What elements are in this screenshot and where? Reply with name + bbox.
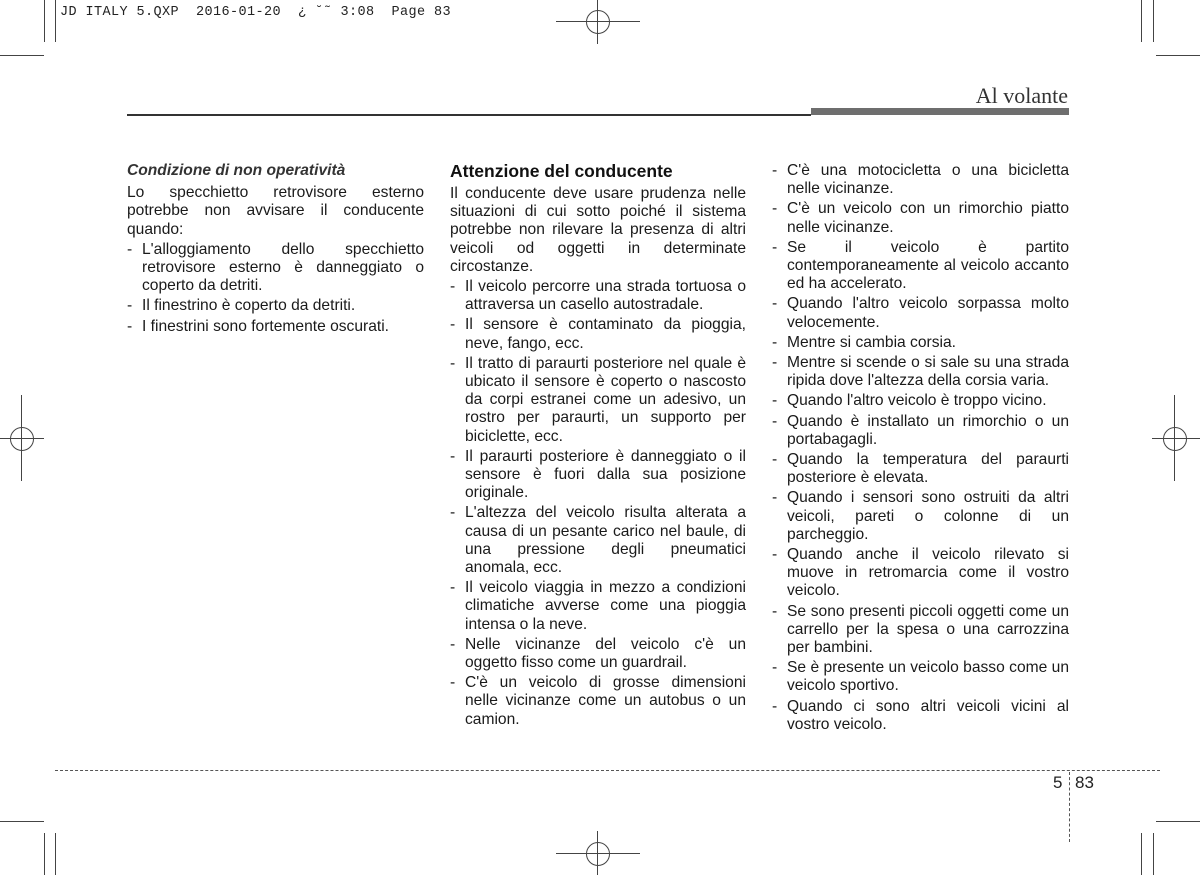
registration-mark-crosshair [597, 0, 598, 44]
registration-mark [586, 842, 610, 866]
list-item: - Se sono presenti piccoli oggetti come un carrello per la spesa o una carrozzina per bambini. [772, 603, 1069, 658]
list-item: - Il tratto di paraurti posteriore nel quale è ubicato il sensore è coperto o nascosto da corpi estranei come un adesivo, un rostro per paraurti, un supporto per biciclette, ecc. [450, 355, 746, 446]
registration-mark-crosshair [556, 21, 640, 22]
registration-mark [586, 10, 610, 34]
footer-rule [55, 770, 1160, 771]
list-item: - Quando anche il veicolo rilevato si muove in retromarcia come il vostro veicolo. [772, 546, 1069, 601]
bullet-list [772, 162, 1069, 734]
section-number: 5 [1053, 773, 1063, 792]
registration-mark-crosshair [21, 395, 22, 481]
registration-mark-crosshair [1152, 438, 1200, 439]
list-item: - Il veicolo viaggia in mezzo a condizioni climatiche avverse come una pioggia intensa o la neve. [450, 579, 746, 634]
list-item: - Nelle vicinanze del veicolo c'è un oggetto fisso come un guardrail. [450, 636, 746, 672]
list-item: - Quando l'altro veicolo sorpassa molto velocemente. [772, 295, 1069, 331]
registration-mark-crosshair [1174, 395, 1175, 481]
list-item: - Mentre si scende o si sale su una strada ripida dove l'altezza della corsia varia. [772, 354, 1069, 390]
list-item: - C'è un veicolo con un rimorchio piatto nelle vicinanze. [772, 200, 1069, 236]
chapter-title: Al volante [975, 83, 1068, 108]
list-item: - Quando ci sono altri veicoli vicini al vostro veicolo. [772, 698, 1069, 734]
list-item: - Il sensore è contaminato da pioggia, neve, fango, ecc. [450, 316, 746, 352]
intro-paragraph: Il conducente deve usare prudenza nelle situazioni di cui sotto poiché il sistema potrebbe non rilevare la presenza di altri veicoli od oggetti in determinate circostanze. [450, 185, 746, 275]
crop-mark [55, 0, 56, 42]
column-middle [450, 162, 746, 731]
list-item: - Quando l'altro veicolo è troppo vicino. [772, 392, 1069, 410]
registration-mark-crosshair [556, 853, 640, 854]
crop-mark [44, 833, 45, 875]
print-slug: JD ITALY 5.QXP 2016-01-20 ¿ ˘˜ 3:08 Page 83 [60, 5, 452, 20]
registration-mark [1163, 427, 1187, 451]
crop-mark [1141, 833, 1142, 875]
list-item: - Quando i sensori sono ostruiti da altri veicoli, pareti o colonne di un parcheggio. [772, 489, 1069, 544]
crop-mark [1156, 821, 1200, 822]
list-item: - Quando la temperatura del paraurti posteriore è elevata. [772, 451, 1069, 487]
list-item: - C'è un veicolo di grosse dimensioni nelle vicinanze come un autobus o un camion. [450, 674, 746, 729]
list-item: - Se è presente un veicolo basso come un veicolo sportivo. [772, 659, 1069, 695]
list-item: - I finestrini sono fortemente oscurati. [127, 318, 424, 336]
crop-mark [0, 55, 44, 56]
page-number-separator [1069, 772, 1070, 842]
registration-mark [10, 427, 34, 451]
crop-mark [0, 821, 44, 822]
intro-paragraph: Lo specchietto retrovisore esterno potrebbe non avvisare il conducente quando: [127, 184, 424, 238]
list-item: - Il paraurti posteriore è danneggiato o il sensore è fuori dalla sua posizione originale. [450, 448, 746, 503]
column-left [127, 162, 424, 338]
list-item: - L'alloggiamento dello specchietto retrovisore esterno è danneggiato o coperto da detriti. [127, 241, 424, 296]
list-item: - Il veicolo percorre una strada tortuosa o attraversa un casello autostradale. [450, 278, 746, 314]
subsection-heading: Condizione di non operatività [127, 162, 346, 179]
list-item: - Se il veicolo è partito contemporaneamente al veicolo accanto ed ha accelerato. [772, 239, 1069, 294]
section-heading: Attenzione del conducente [450, 161, 673, 181]
bullet-list [127, 241, 424, 336]
crop-mark [44, 0, 45, 42]
crop-mark [1141, 0, 1142, 42]
bullet-list [450, 278, 746, 729]
list-item: - C'è una motocicletta o una bicicletta nelle vicinanze. [772, 162, 1069, 198]
list-item: - Quando è installato un rimorchio o un portabagagli. [772, 413, 1069, 449]
crop-mark [1153, 833, 1154, 875]
column-right [772, 162, 1069, 736]
page-number: 83 [1075, 773, 1094, 792]
header-rule-accent [811, 108, 1069, 115]
list-item: - L'altezza del veicolo risulta alterata a causa di un pesante carico nel baule, di una pressione degli pneumatici anomala, ecc. [450, 504, 746, 577]
registration-mark-crosshair [597, 831, 598, 875]
crop-mark [1156, 55, 1200, 56]
list-item: - Il finestrino è coperto da detriti. [127, 297, 424, 315]
registration-mark-crosshair [0, 438, 44, 439]
crop-mark [55, 833, 56, 875]
list-item: - Mentre si cambia corsia. [772, 334, 1069, 352]
crop-mark [1153, 0, 1154, 42]
header-rule [127, 114, 811, 116]
